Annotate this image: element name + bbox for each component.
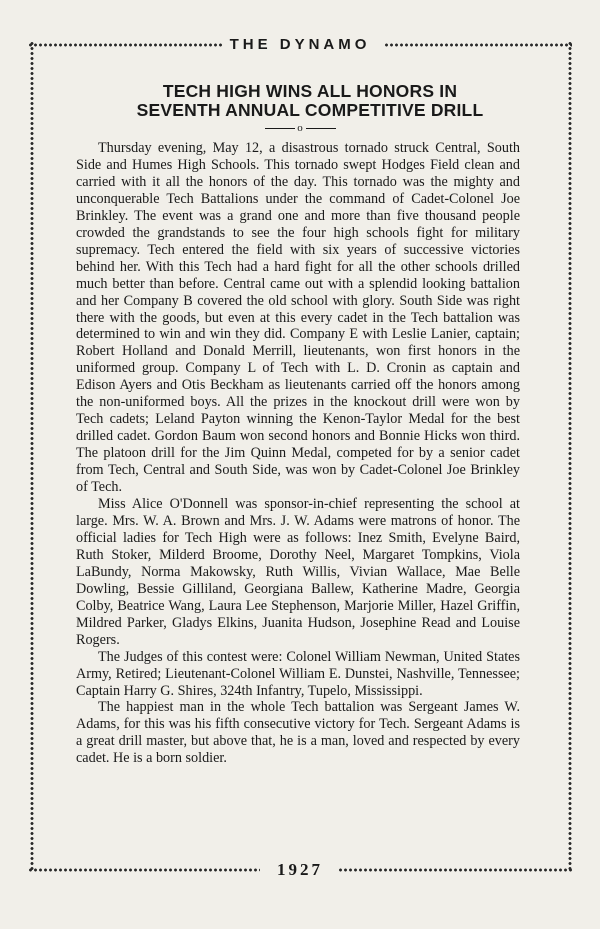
year-label: 1927 [269,860,331,879]
border-right [566,41,574,871]
article-headline [60,82,560,120]
headline-ornament [0,122,600,134]
article-paragraph: Miss Alice O'Donnell was sponsor-in-chief representing the school at large. Mrs. W. A. Brown and Mrs. J. W. Adams were matrons of honor. The official ladies for Tech High were as follows: Inez Smith, Evelyne Baird, Ruth Stoker, Milderd Broome, Dorothy Neel, Margaret Tompkins, Viola LaBundy, Norma Makowsky, Ruth Willis, Vivian Wallace, Mae Belle Dowling, Bessie Gilliland, Georgiana Ballew, Katherine Madre, Georgia Colby, Beatrice Wang, Laura Lee Stephenson, Marjorie Miller, Hazel Griffin, Mildred Parker, Gladys Elkins, Juanita Hudson, Josephine Read and Louise Rogers. [76,496,520,648]
page-header [0,36,600,54]
ornament-rule-left [265,128,295,129]
page-footer [0,860,600,880]
ornament-mark: o [297,122,303,134]
headline-line-1: TECH HIGH WINS ALL HONORS IN [162,81,458,101]
magazine-title: THE DYNAMO [222,36,379,53]
ornament-rule-right [306,128,336,129]
article-paragraph: The Judges of this contest were: Colonel William Newman, United States Army, Retired; Lieutenant-Colonel William E. Dunstei, Nashville, Tennessee; Captain Harry G. Shires, 324th Infantry, Tupelo, Mississippi. [76,648,520,699]
border-left [28,41,36,871]
article-paragraph: The happiest man in the whole Tech battalion was Sergeant James W. Adams, for this was his fifth consecutive victory for Tech. Sergeant Adams is a great drill master, but above that, he is a man, loved and respected by every cadet. He is a born soldier. [76,699,520,767]
article-body [76,140,520,767]
article-paragraph: Thursday evening, May 12, a disastrous tornado struck Central, South Side and Humes High Schools. This tornado swept Hodges Field clean and carried with it all the honors of the day. This tornado was the mighty and unconquerable Tech Battalions under the command of Cadet-Colonel Joe Brinkley. The event was a grand one and more than five thousand people crowded the grandstands to see the four high schools fight for military supremacy. Tech entered the field with six years of successive victories behind her. With this Tech had a hard fight for all the other schools drilled much better than before. Central came out with a splendid looking battalion and her Company B covered the old school with glory. South Side was right there with the goods, but even at this every cadet in the Tech battalion was determined to win and win they did. Company E with Leslie Lanier, captain; Robert Holland and Donald Merrill, lieutenants, won first honors in the uniformed group. Company L of Tech with L. D. Cronin as captain and Edison Ayers and Otis Beckham as lieutenants carried off the honors among the non-uniformed boys. All the prizes in the knockout drill were won by Tech cadets; Leland Payton winning the Kenon-Taylor Medal for the best drilled cadet. Gordon Baum won second honors and Bonnie Hicks won third. The platoon drill for the Jim Quinn Medal, competed for by a senior cadet from Tech, Central and South Side, was won by Cadet-Colonel Joe Brinkley of Tech. [76,140,520,496]
headline-line-2: SEVENTH ANNUAL COMPETITIVE DRILL [136,100,484,120]
